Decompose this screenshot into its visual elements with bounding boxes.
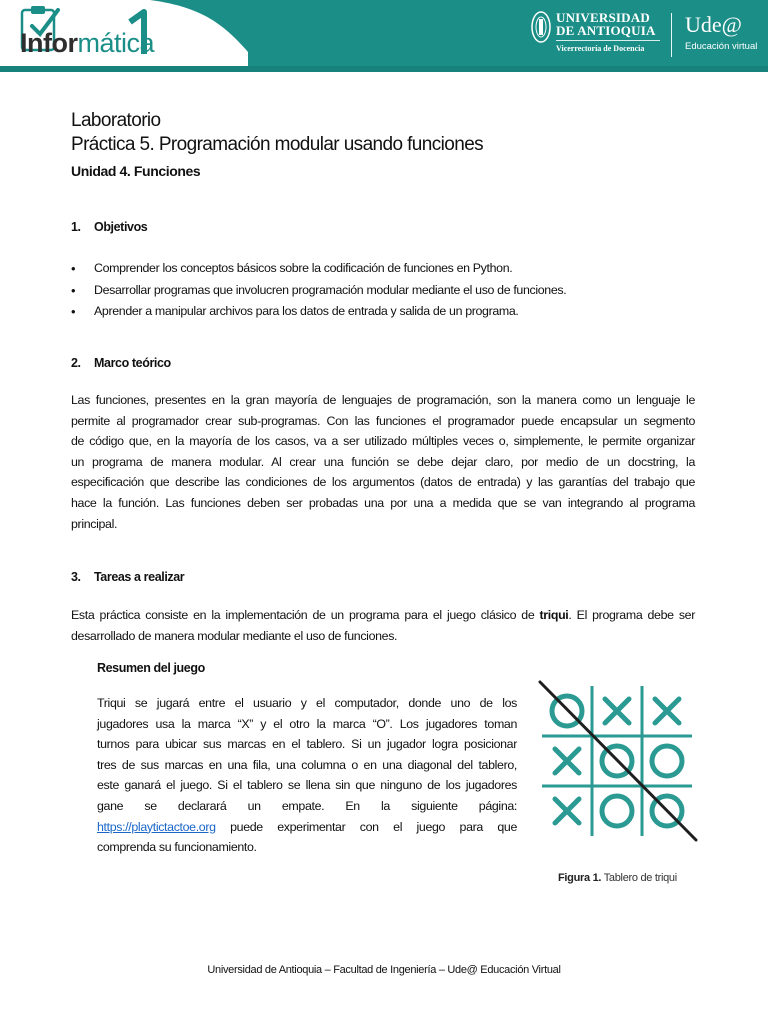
list-item: • Aprender a manipular archivos para los datos de entrada y salida de un programa.: [71, 301, 566, 323]
vicerrectoria-label: Vicerrectoría de Docencia: [556, 44, 645, 53]
tareas-paragraph: Esta práctica consiste en la implementación de un programa para el juego clásico de triqui. El programa debe ser desarrollado de manera modular mediante el uso de funciones.: [71, 608, 695, 643]
university-underline: [556, 40, 660, 41]
header-bottom-bar: [0, 66, 768, 72]
x-mark: [605, 699, 629, 723]
marco-teorico-paragraph: Las funciones, presentes en la gran mayoría de lenguajes de programación, son la manera como un lenguaje le permite al programador crear sub-programas. Con las funciones el programador puede encapsular un segmento de código que, en la mayoría de los casos, va a ser utilizado múltiples veces o, simplemente, le permite organizar un programa de manera modular. Al crear una función se debe dejar claro, por medio de un docstring, la especificación que describe las condiciones de los argumentos (datos de entrada) y las garantías del trabajo que hace la función. Las funciones deben ser probadas una por una a medida que se van integrando al programa principal.: [71, 393, 695, 531]
header-divider: [671, 13, 672, 57]
o-mark: [652, 746, 682, 776]
document-title-lab: Laboratorio: [71, 110, 161, 131]
resumen-juego-paragraph: Triqui se jugará entre el usuario y el computador, donde uno de los jugadores usa la marca “X” y el otro la marca “O”. Los jugadores toman turnos para ubicar sus marcas en el tablero. Si un jugador logra posicionar tres de sus marcas en una fila, una columna o en una diagonal del tablero, este ganará el juego. Si el tablero se llena sin que ninguno de los jugadores gane se declarará un empate. En la siguiente página: https://playtictactoe.org puede experimentar con el juego para que comprenda su funcionamiento.: [97, 696, 517, 855]
triqui-bold: triqui: [539, 608, 569, 622]
document-title-practice: Práctica 5. Programación modular usando funciones: [71, 134, 484, 155]
university-name: UNIVERSIDAD DE ANTIOQUIA: [556, 10, 656, 38]
university-seal-icon: [530, 9, 552, 45]
section-marco-heading: 2. Marco teórico: [71, 356, 171, 370]
resumen-juego-heading: Resumen del juego: [97, 661, 205, 675]
list-item: • Comprender los conceptos básicos sobre la codificación de funciones en Python.: [71, 258, 566, 280]
x-mark: [555, 799, 579, 823]
section-objetivos-heading: 1. Objetivos: [71, 220, 148, 234]
informatica-logo-text: Informática: [20, 28, 155, 58]
header-wave-shape: [150, 0, 290, 66]
section-tareas-heading: 3. Tareas a realizar: [71, 570, 185, 584]
svg-text:1: 1: [122, 8, 123, 9]
objectives-list: [71, 258, 566, 323]
page-footer: Universidad de Antioquia – Facultad de Ingeniería – Ude@ Educación Virtual: [207, 964, 561, 976]
figure-caption: Figura 1. Tablero de triqui: [558, 872, 677, 884]
document-unit: Unidad 4. Funciones: [71, 163, 201, 179]
list-item: • Desarrollar programas que involucren programación modular mediante el uso de funciones.: [71, 280, 566, 302]
udea-virtual-logo: Ude@: [685, 12, 742, 37]
x-mark: [555, 749, 579, 773]
page-header: [0, 0, 768, 72]
logo-number-one: [122, 8, 152, 58]
o-mark: [602, 796, 632, 826]
udea-virtual-subtitle: Educación virtual: [685, 41, 758, 52]
tic-tac-toe-board: [532, 676, 702, 844]
x-mark: [655, 699, 679, 723]
playtictactoe-link[interactable]: https://playtictactoe.org: [97, 819, 216, 834]
